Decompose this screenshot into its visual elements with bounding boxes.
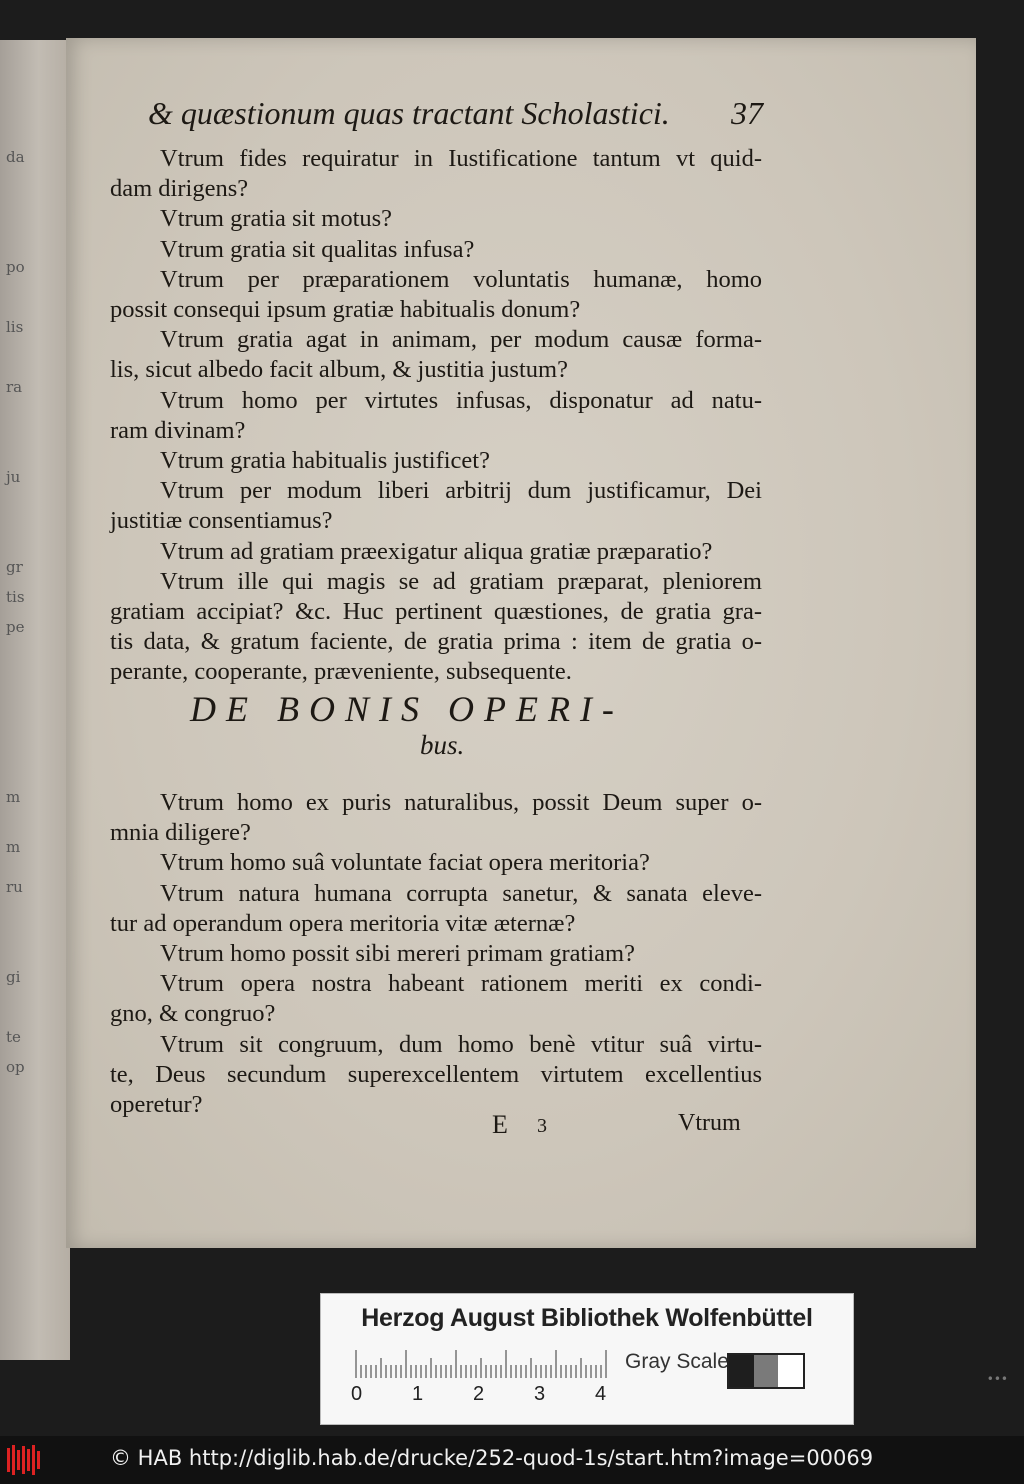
text-line: possit consequi ipsum gratiæ habitualis donum? — [110, 296, 581, 324]
text-line: Vtrum gratia sit motus? — [160, 205, 393, 233]
footer-url[interactable]: © HAB http://diglib.hab.de/drucke/252-quod-1s/start.htm?image=00069 — [110, 1446, 874, 1470]
text-line: lis, sicut albedo facit album, & justitia justum? — [110, 356, 568, 384]
ruler-numbers — [351, 1383, 621, 1407]
facing-page-fragment: ra — [6, 378, 23, 396]
text-line: te, Deus secundum superexcellentem virtutem excellentius — [110, 1060, 762, 1088]
signature-mark: E — [492, 1110, 508, 1139]
text-line: Vtrum gratia agat in animam, per modum causæ forma- — [160, 326, 762, 354]
page-number: 37 — [731, 95, 763, 131]
facing-page-fragment: pe — [6, 618, 25, 636]
color-scale-card — [320, 1293, 854, 1425]
text-line: Vtrum homo ex puris naturalibus, possit Deum super o- — [160, 789, 762, 816]
running-head — [148, 95, 763, 132]
text-line: Vtrum gratia sit qualitas infusa? — [160, 235, 475, 263]
gray-swatch — [778, 1355, 803, 1387]
catchword: Vtrum — [678, 1110, 741, 1136]
facing-page-fragment: ru — [6, 878, 23, 896]
facing-page-fragment: lis — [6, 318, 24, 336]
text-line: Vtrum opera nostra habeant rationem meriti ex condi- — [160, 970, 762, 998]
section-heading: DE BONIS OPERI- — [190, 689, 624, 729]
text-line: Vtrum fides requiratur in Iustificatione tantum vt quid- — [160, 145, 762, 172]
text-line: gratiam accipiat? &c. Huc pertinent quæstiones, de gratia gra- — [110, 598, 762, 626]
ruler-number: 3 — [534, 1383, 546, 1405]
gray-scale-label: Gray Scale — [625, 1350, 729, 1373]
running-head-title: & quæstionum quas tractant Scholastici. — [148, 95, 670, 131]
text-line: mnia diligere? — [110, 819, 251, 847]
text-line: ram divinam? — [110, 416, 246, 444]
text-block-grace — [110, 144, 762, 688]
facing-page-fragment: po — [6, 258, 25, 276]
text-line: tis data, & gratum faciente, de gratia prima : item de gratia o- — [110, 628, 762, 656]
ruler-icon — [355, 1350, 609, 1378]
ruler-number: 0 — [351, 1383, 363, 1405]
text-line: justitiæ consentiamus? — [110, 507, 333, 535]
text-line: Vtrum sit congruum, dum homo benè vtitur suâ virtu- — [160, 1030, 762, 1058]
text-line: Vtrum natura humana corrupta sanetur, & sanata eleve- — [160, 879, 762, 907]
text-line: Vtrum homo suâ voluntate faciat opera meritoria? — [160, 849, 650, 877]
facing-page-fragment: gi — [6, 968, 21, 986]
more-icon: ••• — [986, 1372, 1008, 1386]
ruler-number: 1 — [412, 1383, 424, 1405]
facing-page-fragment: ju — [6, 468, 21, 486]
footer-bar — [0, 1436, 1024, 1484]
facing-page-fragment: op — [6, 1058, 25, 1076]
section-heading-continuation: bus. — [420, 730, 465, 760]
facing-page-fragment: da — [6, 148, 25, 166]
text-line: Vtrum gratia habitualis justificet? — [160, 447, 490, 475]
facing-page-fragment: gr — [6, 558, 23, 576]
gray-swatch — [754, 1355, 779, 1387]
text-line: gno, & congruo? — [110, 1000, 276, 1028]
library-name: Herzog August Bibliothek Wolfenbüttel — [361, 1304, 813, 1332]
text-line: perante, cooperante, præveniente, subsequente. — [110, 658, 572, 686]
text-block-good-works — [110, 788, 762, 1120]
text-line: Vtrum per præparationem voluntatis humanæ, homo — [160, 265, 762, 293]
ruler-number: 4 — [595, 1383, 607, 1405]
text-line: Vtrum ille qui magis se ad gratiam præparat, pleniorem — [160, 567, 762, 595]
facing-page-fragment: m — [6, 838, 21, 856]
gray-swatch — [729, 1355, 754, 1387]
ruler-number: 2 — [473, 1383, 485, 1405]
hab-logo-icon — [6, 1444, 42, 1476]
facing-page-edge — [0, 40, 70, 1360]
text-line: Vtrum ad gratiam præexigatur aliqua gratiæ præparatio? — [160, 537, 713, 565]
gray-scale-swatches — [727, 1353, 805, 1389]
text-line: tur ad operandum opera meritoria vitæ æternæ? — [110, 909, 576, 937]
facing-page-fragment: te — [6, 1028, 21, 1046]
text-line: Vtrum per modum liberi arbitrij dum justificamur, Dei — [160, 477, 762, 505]
text-line: Vtrum homo possit sibi mereri primam gratiam? — [160, 940, 635, 968]
signature-number: 3 — [537, 1115, 547, 1137]
text-line: operetur? — [110, 1091, 203, 1119]
text-line: dam dirigens? — [110, 175, 249, 203]
facing-page-fragment: m — [6, 788, 21, 806]
facing-page-fragment: tis — [6, 588, 25, 606]
text-line: Vtrum homo per virtutes infusas, disponatur ad natu- — [160, 386, 762, 414]
